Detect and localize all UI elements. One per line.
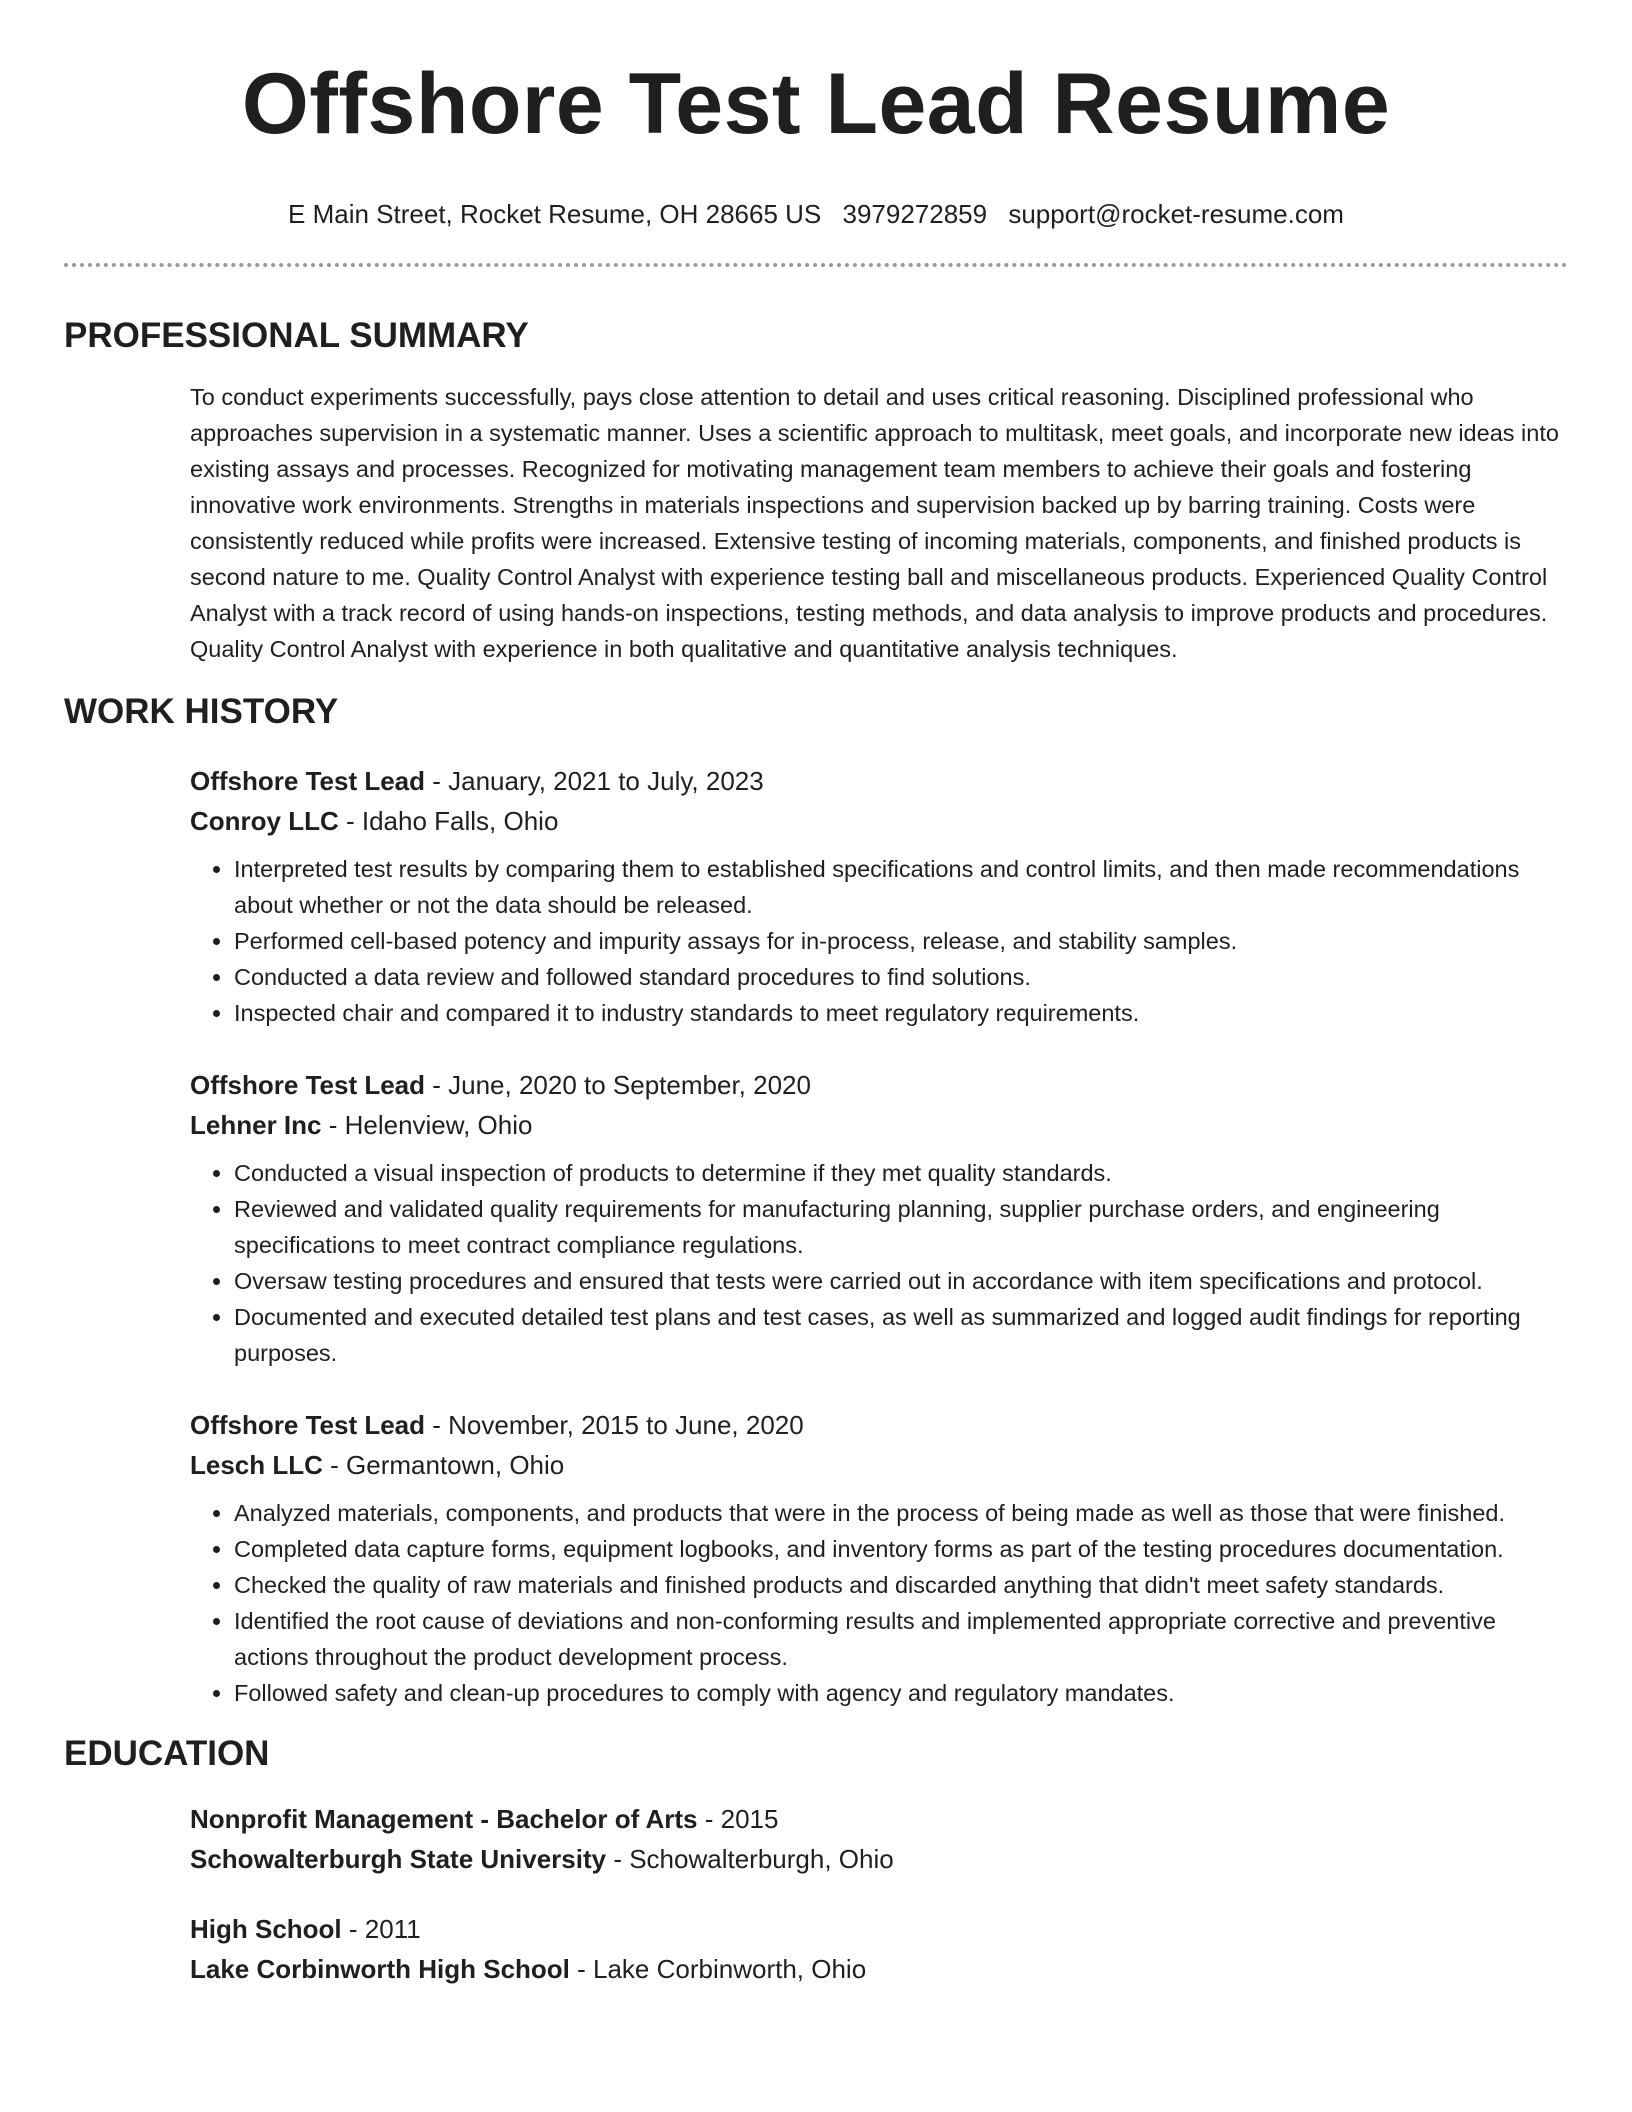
job-entry — [190, 1405, 1568, 1711]
job-dates: - January, 2021 to July, 2023 — [425, 766, 764, 796]
resume-title: Offshore Test Lead Resume — [241, 56, 1391, 152]
education-entry — [190, 1909, 1568, 1989]
job-bullets — [190, 1155, 1568, 1371]
job-location: - Idaho Falls, Ohio — [338, 806, 559, 836]
job-title-line — [190, 761, 1568, 801]
job-company: Lesch LLC — [190, 1450, 323, 1480]
job-dates: - June, 2020 to September, 2020 — [425, 1070, 811, 1100]
job-bullet: • Identified the root cause of deviations and non-conforming results and implemented appropriate corrective and preventive actions throughout the product development process. — [234, 1603, 1568, 1675]
education-degree: High School — [190, 1914, 342, 1944]
job-title: Offshore Test Lead — [190, 766, 426, 796]
job-company: Lehner Inc — [190, 1110, 322, 1140]
education-year: - 2015 — [697, 1804, 779, 1834]
job-bullet: • Checked the quality of raw materials and finished products and discarded anything that didn't meet safety standards. — [234, 1567, 1568, 1603]
education-heading: EDUCATION — [64, 1734, 270, 1773]
education-school-line — [190, 1839, 1568, 1879]
job-entry — [190, 1065, 1568, 1371]
education-entry — [190, 1799, 1568, 1879]
contact-line — [64, 198, 1568, 230]
work-history-heading: WORK HISTORY — [64, 692, 339, 731]
job-title-line — [190, 1065, 1568, 1105]
job-bullet: • Oversaw testing procedures and ensured that tests were carried out in accordance with item specifications and protocol. — [234, 1263, 1568, 1299]
job-dates: - November, 2015 to June, 2020 — [425, 1410, 804, 1440]
education-degree-line — [190, 1799, 1568, 1839]
education-degree: Nonprofit Management - Bachelor of Arts — [190, 1804, 698, 1834]
summary-text: To conduct experiments successfully, pays close attention to detail and uses critical reasoning. Disciplined professional who approaches supervision in a systematic manner. Uses a scientific approach to multitask, meet goals, and incorporate new ideas into existing assays and processes. Recognized for motivating management team members to achieve their goals and fostering innovative work environments. Strengths in materials inspections and supervision backed up by barring training. Costs were consistently reduced while profits were increased. Extensive testing of incoming materials, components, and finished products is second nature to me. Quality Control Analyst with experience testing ball and miscellaneous products. Experienced Quality Control Analyst with a track record of using hands-on inspections, testing methods, and data analysis to improve products and procedures. Quality Control Analyst with experience in both qualitative and quantitative analysis techniques. — [190, 384, 1559, 662]
resume-page — [64, 0, 1568, 1989]
job-bullets — [190, 851, 1568, 1031]
contact-address: E Main Street, Rocket Resume, OH 28665 US — [288, 199, 822, 229]
education-degree-line — [190, 1909, 1568, 1949]
job-bullet: • Documented and executed detailed test plans and test cases, as well as summarized and logged audit findings for reporting purposes. — [234, 1299, 1568, 1371]
job-title-line — [190, 1405, 1568, 1445]
header-divider — [64, 263, 1568, 267]
job-bullet: • Inspected chair and compared it to industry standards to meet regulatory requirements. — [234, 995, 1568, 1031]
job-entry — [190, 761, 1568, 1031]
education-location: - Lake Corbinworth, Ohio — [569, 1954, 867, 1984]
job-bullet: • Analyzed materials, components, and products that were in the process of being made as well as those that were finished. — [234, 1495, 1568, 1531]
job-company-line — [190, 801, 1568, 841]
education-school: Schowalterburgh State University — [190, 1844, 607, 1874]
job-title: Offshore Test Lead — [190, 1410, 426, 1440]
job-bullet: • Interpreted test results by comparing them to established specifications and control limits, and then made recommendations about whether or not the data should be released. — [234, 851, 1568, 923]
job-location: - Helenview, Ohio — [321, 1110, 533, 1140]
job-company-line — [190, 1105, 1568, 1145]
job-title: Offshore Test Lead — [190, 1070, 426, 1100]
education-location: - Schowalterburgh, Ohio — [606, 1844, 894, 1874]
summary-heading: PROFESSIONAL SUMMARY — [64, 316, 529, 355]
job-bullets — [190, 1495, 1568, 1711]
job-bullet: • Performed cell-based potency and impurity assays for in-process, release, and stability samples. — [234, 923, 1568, 959]
job-bullet: • Followed safety and clean-up procedures to comply with agency and regulatory mandates. — [234, 1675, 1568, 1711]
job-bullet: • Conducted a data review and followed standard procedures to find solutions. — [234, 959, 1568, 995]
education-school: Lake Corbinworth High School — [190, 1954, 570, 1984]
contact-email[interactable]: support@rocket-resume.com — [1008, 199, 1344, 229]
education-school-line — [190, 1949, 1568, 1989]
job-bullet: • Conducted a visual inspection of products to determine if they met quality standards. — [234, 1155, 1568, 1191]
job-company-line — [190, 1445, 1568, 1485]
education-year: - 2011 — [341, 1914, 421, 1944]
job-location: - Germantown, Ohio — [322, 1450, 565, 1480]
job-bullet: • Completed data capture forms, equipment logbooks, and inventory forms as part of the testing procedures documentation. — [234, 1531, 1568, 1567]
job-company: Conroy LLC — [190, 806, 339, 836]
contact-phone: 3979272859 — [842, 199, 988, 229]
job-bullet: • Reviewed and validated quality requirements for manufacturing planning, supplier purchase orders, and engineering specifications to meet contract compliance regulations. — [234, 1191, 1568, 1263]
